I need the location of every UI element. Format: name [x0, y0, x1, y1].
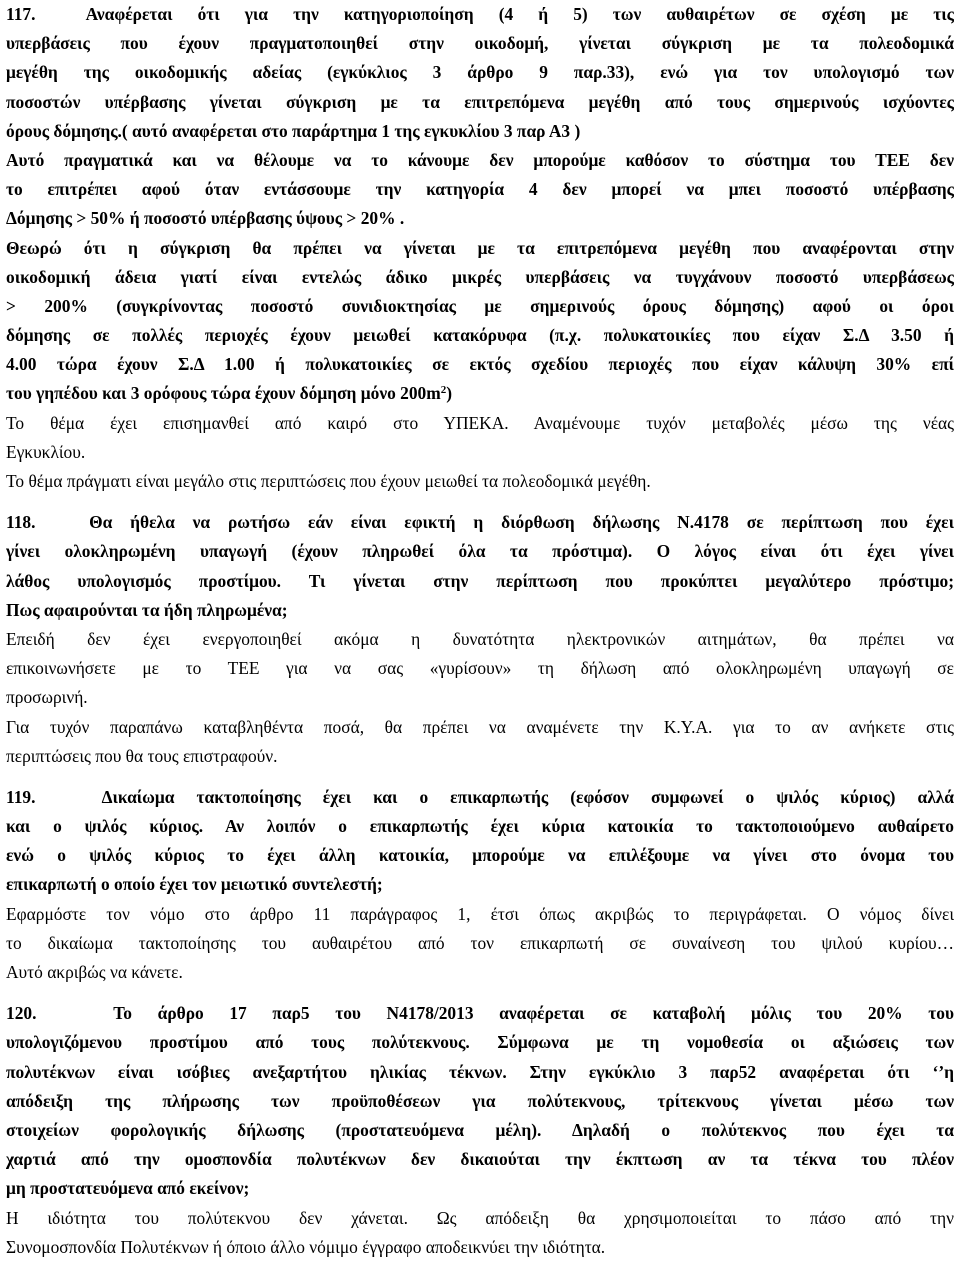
q117-line-3: μεγέθη της οικοδομικής αδείας (εγκύκλιος 3 άρθρο 9 παρ.33), ενώ για τον υπολογισμό των [6, 62, 954, 83]
question-118 [6, 508, 954, 625]
a120-line-1: Η ιδιότητα του πολύτεκνου δεν χάνεται. Ως απόδειξη θα χρησιμοποιείται το πάσο από την [6, 1207, 954, 1228]
q117-line-4: ποσοστών υπέρβασης γίνεται σύγκριση με τα επιτρεπόμενα μεγέθη από τους σημερινούς ισχύοντες [6, 91, 954, 112]
a117-bold-line-4: Θεωρώ ότι η σύγκριση θα πρέπει να γίνεται με τα επιτρεπόμενα μεγέθη που αναφέρονται στην [6, 237, 954, 258]
q120-line-2: υπολογιζόμενου προστίμου από τους πολύτεκνους. Σύμφωνα με τη νομοθεσία οι αξιώσεις των [6, 1032, 954, 1053]
a117-line-3: Το θέμα πράγματι είναι μεγάλο στις περιπτώσεις που έχουν μειωθεί τα πολεοδομικά μεγέθη. [6, 471, 651, 491]
q117-line-1: 117. Αναφέρεται ότι για την κατηγοριοποίηση (4 ή 5) των αυθαιρέτων σε σχέση με τις [6, 4, 954, 24]
q117-line-2: υπερβάσεις που έχουν πραγματοποιηθεί στην οικοδομή, γίνεται σύγκριση με τα πολεοδομικά [6, 33, 954, 54]
a120-line-2: Συνομοσπονδία Πολυτέκνων ή όποιο άλλο νόμιμο έγγραφο αποδεικνύει την ιδιότητα. [6, 1236, 606, 1257]
spacer [6, 771, 954, 783]
a117-bold-line-5: οικοδομική άδεια γιατί είναι εντελώς άδικο μικρές υπερβάσεις να τυγχάνουν ποσοστό υπερβάσεως [6, 266, 954, 287]
question-117 [6, 0, 954, 146]
q117-line-5-rest: ( αυτό αναφέρεται στο παράρτημα 1 της εγκυκλίου 3 παρ Α3 ) [121, 120, 581, 141]
closing-paren: ) [446, 383, 453, 404]
question-119 [6, 783, 954, 900]
q120-line-3: πολυτέκνων είναι ισόβιες ανεξαρτήτου ηλικίας τέκνων. Στην εγκύκλιο 3 παρ52 αναφέρεται ότι ‘’η [6, 1061, 954, 1082]
answer-117 [6, 146, 954, 496]
a117-bold-line-3: Δόμησης > 50% ή ποσοστό υπέρβασης ύψους > 20% . [6, 208, 405, 229]
q118-line-2: γίνει ολοκληρωμένη υπαγωγή (έχουν πληρωθεί όλα τα πρόστιμα). Ο λόγος είναι ότι έχει γίνει [6, 541, 954, 562]
a117-bold-line-9-text: του γηπέδου και 3 ορόφους τώρα έχουν δόμηση μόνο 200m [6, 383, 441, 404]
spacer [6, 987, 954, 999]
q119-line-2: και ο ψιλός κύριος. Αν λοιπόν ο επικαρπωτής έχει κύρια κατοικία το τακτοποιούμενο αυθαίρετο [6, 816, 954, 837]
answer-120 [6, 1204, 954, 1262]
question-120 [6, 999, 954, 1203]
a119-line-1: Εφαρμόστε τον νόμο στο άρθρο 11 παράγραφος 1, έτσι όπως ακριβώς το περιγράφεται. Ο νόμος δίνει [6, 903, 954, 924]
a119-line-3: Αυτό ακριβώς να κάνετε. [6, 962, 183, 982]
a118-line-3: προσωρινή. [6, 687, 88, 708]
spacer [6, 496, 954, 508]
a118-line-4: Για τυχόν παραπάνω καταβληθέντα ποσά, θα πρέπει να αναμένετε την Κ.Υ.Α. για το αν ανήκετε στις [6, 716, 954, 737]
superscript-two: 2 [440, 384, 447, 397]
answer-118 [6, 625, 954, 771]
q120-line-6: χαρτιά από την ομοσπονδία πολυτέκνων δεν δικαιούται την έκπτωση αν τα τέκνα του πλέον [6, 1149, 954, 1170]
a117-bold-line-8: 4.00 τώρα έχουν Σ.Δ 1.00 ή πολυκατοικίες σε εκτός σχεδίου περιοχές που είχαν κάλυψη 30% επί [6, 354, 954, 375]
a119-line-2: το δικαίωμα τακτοποίησης του αυθαιρέτου από τον επικαρπωτή σε συναίνεση του ψιλού κυρίου… [6, 932, 954, 953]
q120-line-7: μη προστατευόμενα από εκείνον; [6, 1178, 250, 1199]
q119-line-3: ενώ ο ψιλός κύριος το έχει άλλη κατοικία, μπορούμε να επιλέξουμε να γίνει στο όνομα του [6, 845, 954, 866]
q120-line-4: απόδειξη της πλήρωσης των προϋποθέσεων για πολύτεκνους, τρίτεκνους γίνεται μέσω των [6, 1090, 954, 1111]
q118-line-3: λάθος υπολογισμός προστίμου. Τι γίνεται στην περίπτωση που προκύπτει μεγαλύτερο πρόστιμο; [6, 570, 954, 591]
a118-line-1: Επειδή δεν έχει ενεργοποιηθεί ακόμα η δυνατότητα ηλεκτρονικών αιτημάτων, θα πρέπει να [6, 628, 954, 649]
q118-line-4: Πως αφαιρούνται τα ήδη πληρωμένα; [6, 599, 288, 620]
a117-bold-line-1: Αυτό πραγματικά και να θέλουμε να το κάνουμε δεν μπορούμε καθόσον το σύστημα του ΤΕΕ δεν [6, 149, 954, 170]
q120-line-1: 120. Το άρθρο 17 παρ5 του Ν4178/2013 αναφέρεται σε καταβολή μόλις του 20% του [6, 1003, 954, 1024]
a117-bold-line-6: > 200% (συγκρίνοντας ποσοστό συνιδιοκτησίας με σημερινούς όρους δόμησης) αφού οι όροι [6, 295, 954, 316]
a117-bold-line-2: το επιτρέπει αφού όταν εντάσσουμε την κατηγορία 4 δεν μπορεί να μπει ποσοστό υπέρβασης [6, 179, 954, 200]
a117-bold-line-7: δόμησης σε πολλές περιοχές έχουν μειωθεί κατακόρυφα (π.χ. πολυκατοικίες που είχαν Σ.Δ 3.50 ή [6, 325, 954, 346]
answer-119 [6, 900, 954, 988]
q118-line-1: 118. Θα ήθελα να ρωτήσω εάν είναι εφικτή η διόρθωση δήλωσης Ν.4178 σε περίπτωση που έχει [6, 512, 954, 533]
a118-line-5: περιπτώσεις που θα τους επιστραφούν. [6, 745, 278, 766]
q117-line-5 [6, 117, 954, 146]
a117-line-1: Το θέμα έχει επισημανθεί από καιρό στο ΥΠΕΚΑ. Αναμένουμε τυχόν μεταβολές μέσω της νέας [6, 412, 954, 433]
a117-bold-line-9 [6, 379, 954, 408]
q119-line-1: 119. Δικαίωμα τακτοποίησης έχει και ο επικαρπωτής (εφόσον συμφωνεί ο ψιλός κύριος) αλλά [6, 786, 954, 807]
q117-line-5-start: όρους δόμησης. [6, 120, 122, 141]
q119-line-4: επικαρπωτή ο οποίο έχει τον μειωτικό συντελεστή; [6, 874, 383, 895]
a118-line-2: επικοινωνήσετε με το ΤΕΕ για να σας «γυρίσουν» τη δήλωση από ολοκληρωμένη υπαγωγή σε [6, 658, 954, 679]
a117-line-2: Εγκυκλίου. [6, 441, 86, 462]
q120-line-5: στοιχείων φορολογικής δήλωσης (προστατευόμενα μέλη). Δηλαδή ο πολύτεκνος που έχει τα [6, 1119, 954, 1140]
